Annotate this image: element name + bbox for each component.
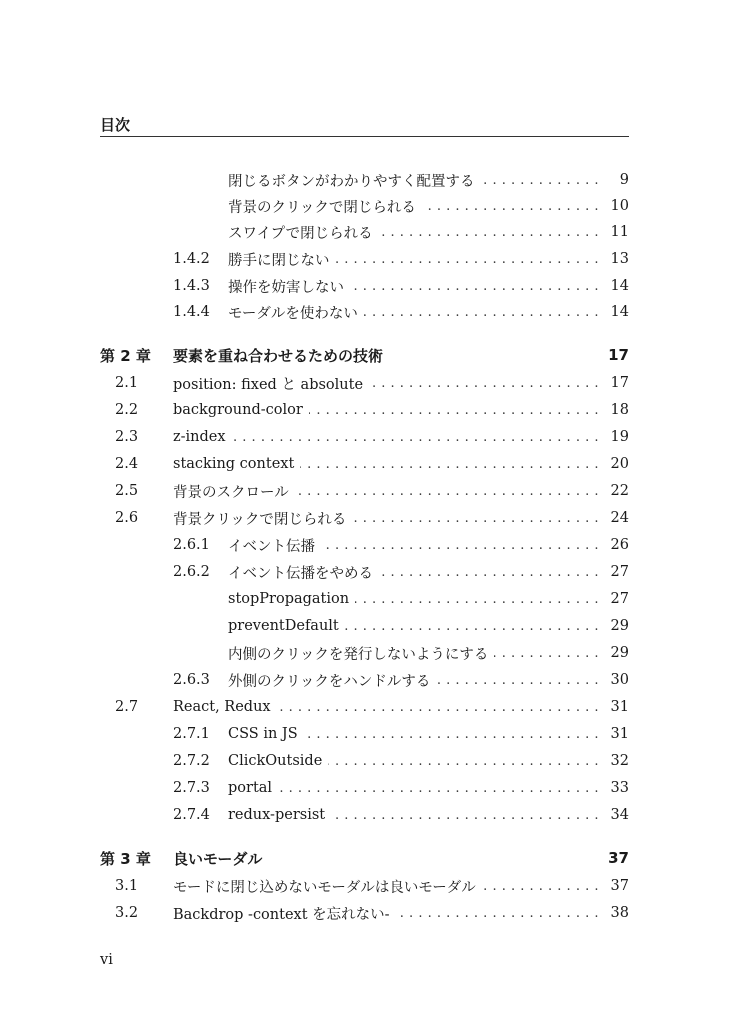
dot-leader: [482, 879, 599, 894]
toc-entry-page: 31: [610, 726, 629, 742]
toc-entry-row[interactable]: [100, 587, 629, 611]
toc-entry-page: 9: [619, 172, 629, 188]
toc-entry-title: React, Redux: [173, 699, 271, 715]
toc-entry-number: 2.7.3: [173, 780, 210, 796]
toc-entry-title: Backdrop -context を忘れない-: [173, 906, 390, 923]
dot-leader: [336, 252, 600, 267]
toc-entry-number: 1.4.4: [173, 304, 210, 320]
toc-entry-title: 外側のクリックをハンドルする: [228, 673, 431, 690]
toc-entry-row[interactable]: [100, 300, 629, 324]
toc-entry-row[interactable]: [100, 168, 629, 192]
toc-entry-title: モーダルを使わない: [228, 305, 358, 322]
toc-entry-row[interactable]: [100, 425, 629, 449]
toc-entry-page: 20: [610, 456, 629, 472]
toc-entry-title: portal: [228, 780, 273, 796]
toc-entry-row[interactable]: [100, 398, 629, 422]
toc-entry-page: 31: [610, 699, 629, 715]
toc-entry-row[interactable]: [100, 874, 629, 898]
dot-leader: [436, 673, 599, 688]
toc-entry-row[interactable]: [100, 533, 629, 557]
dot-leader: [481, 173, 600, 188]
toc-entry-title: 良いモーダル: [173, 849, 263, 868]
dot-leader: [422, 199, 599, 214]
toc-entry-title: z-index: [173, 429, 226, 445]
toc-entry-title: イベント伝播: [228, 538, 315, 555]
toc-entry-row[interactable]: [100, 641, 629, 665]
toc-entry-title: 背景クリックで閉じられる: [173, 511, 347, 528]
dot-leader: [232, 430, 599, 445]
toc-entry-title: stacking context: [173, 456, 295, 472]
toc-entry-number: 2.3: [115, 429, 139, 445]
toc-entry-row[interactable]: [100, 614, 629, 638]
toc-entry-page: 29: [610, 645, 629, 661]
toc-entry-row[interactable]: [100, 776, 629, 800]
toc-entry-title: スワイプで閉じられる: [228, 225, 373, 242]
toc-chapter-row[interactable]: [100, 343, 629, 367]
toc-entry-page: 32: [610, 753, 629, 769]
toc-entry-title: preventDefault: [228, 618, 339, 634]
toc-entry-row[interactable]: [100, 194, 629, 218]
toc-entry-title: position: fixed と absolute: [173, 376, 364, 393]
toc-entry-title: 背景のクリックで閉じられる: [228, 199, 416, 216]
toc-entry-page: 26: [610, 537, 629, 553]
toc-entry-title: CSS in JS: [228, 726, 298, 742]
toc-entry-page: 34: [610, 807, 629, 823]
toc-entry-page: 10: [610, 198, 629, 214]
toc-entry-number: 2.6.1: [173, 537, 210, 553]
toc-entry-page: 14: [610, 304, 629, 320]
toc-entry-number: 2.6.2: [173, 564, 210, 580]
dot-leader: [379, 225, 599, 240]
toc-entry-page: 19: [610, 429, 629, 445]
toc-entry-page: 38: [610, 905, 629, 921]
toc-entry-number: 2.7.1: [173, 726, 210, 742]
toc-entry-row[interactable]: [100, 749, 629, 773]
toc-entry-row[interactable]: [100, 220, 629, 244]
dot-leader: [355, 592, 599, 607]
toc-entry-page: 18: [610, 402, 629, 418]
dot-leader: [278, 781, 599, 796]
toc-entry-number: 2.2: [115, 402, 139, 418]
dot-leader: [352, 511, 599, 526]
page-number: vi: [100, 952, 113, 968]
toc-entry-number: 2.7.4: [173, 807, 210, 823]
toc-entry-page: 17: [608, 346, 629, 364]
toc-entry-row[interactable]: [100, 247, 629, 271]
toc-entry-page: 29: [610, 618, 629, 634]
dot-leader: [350, 279, 599, 294]
dot-leader: [396, 906, 599, 921]
toc-entry-number: 2.7.2: [173, 753, 210, 769]
toc-entry-row[interactable]: [100, 479, 629, 503]
toc-entry-title: 勝手に閉じない: [228, 252, 330, 269]
dot-leader: [379, 565, 599, 580]
toc-entry-title: イベント伝播をやめる: [228, 565, 373, 582]
toc-entry-number: 第 2 章: [100, 346, 151, 365]
toc-entry-page: 11: [610, 224, 629, 240]
toc-entry-page: 27: [610, 591, 629, 607]
toc-entry-page: 14: [610, 278, 629, 294]
toc-entry-page: 37: [610, 878, 629, 894]
page-header-title: 目次: [100, 114, 629, 137]
toc-entry-number: 1.4.2: [173, 251, 210, 267]
toc-entry-title: 背景のスクロール: [173, 484, 289, 501]
dot-leader: [345, 619, 599, 634]
toc-entry-row[interactable]: [100, 560, 629, 584]
toc-chapter-row[interactable]: [100, 846, 629, 870]
toc-entry-number: 3.1: [115, 878, 139, 894]
toc-entry-row[interactable]: [100, 506, 629, 530]
toc-entry-title: 閉じるボタンがわかりやすく配置する: [228, 173, 475, 190]
toc-entry-page: 37: [608, 849, 629, 867]
toc-entry-title: ClickOutside: [228, 753, 323, 769]
toc-entry-number: 2.1: [115, 375, 139, 391]
dot-leader: [321, 538, 599, 553]
toc-entry-title: 要素を重ね合わせるための技術: [173, 346, 384, 365]
dot-leader: [364, 305, 599, 320]
toc-entry-row[interactable]: [100, 722, 629, 746]
dot-leader: [369, 376, 599, 391]
toc-entry-title: モードに閉じ込めないモーダルは良いモーダル: [173, 879, 476, 896]
toc-entry-number: 3.2: [115, 905, 139, 921]
toc-entry-row[interactable]: [100, 371, 629, 395]
toc-entry-page: 22: [610, 483, 629, 499]
dot-leader: [309, 403, 599, 418]
toc-entry-page: 33: [610, 780, 629, 796]
toc-entry-page: 27: [610, 564, 629, 580]
toc-entry-row[interactable]: [100, 668, 629, 692]
toc-entry-number: 1.4.3: [173, 278, 210, 294]
toc-entry-page: 24: [610, 510, 629, 526]
toc-entry-title: redux-persist: [228, 807, 326, 823]
toc-entry-page: 17: [610, 375, 629, 391]
dot-leader: [494, 646, 599, 661]
toc-entry-number: 2.6: [115, 510, 139, 526]
toc-entry-page: 13: [610, 251, 629, 267]
toc-entry-number: 2.4: [115, 456, 139, 472]
toc-entry-title: stopPropagation: [228, 591, 350, 607]
dot-leader: [328, 754, 599, 769]
toc-entry-row[interactable]: [100, 274, 629, 298]
dot-leader: [277, 700, 599, 715]
dot-leader: [300, 457, 599, 472]
toc-entry-row[interactable]: [100, 901, 629, 925]
toc-entry-page: 30: [610, 672, 629, 688]
dot-leader: [331, 808, 599, 823]
toc-entry-number: 2.5: [115, 483, 139, 499]
toc-entry-title: background-color: [173, 402, 303, 418]
toc-entry-title: 内側のクリックを発行しないようにする: [228, 646, 489, 663]
toc-entry-row[interactable]: [100, 452, 629, 476]
toc-entry-row[interactable]: [100, 695, 629, 719]
toc-entry-row[interactable]: [100, 803, 629, 827]
toc-entry-title: 操作を妨害しない: [228, 279, 344, 296]
toc-entry-number: 第 3 章: [100, 849, 151, 868]
toc-entry-number: 2.7: [115, 699, 139, 715]
dot-leader: [295, 484, 599, 499]
toc-entry-number: 2.6.3: [173, 672, 210, 688]
dot-leader: [304, 727, 599, 742]
